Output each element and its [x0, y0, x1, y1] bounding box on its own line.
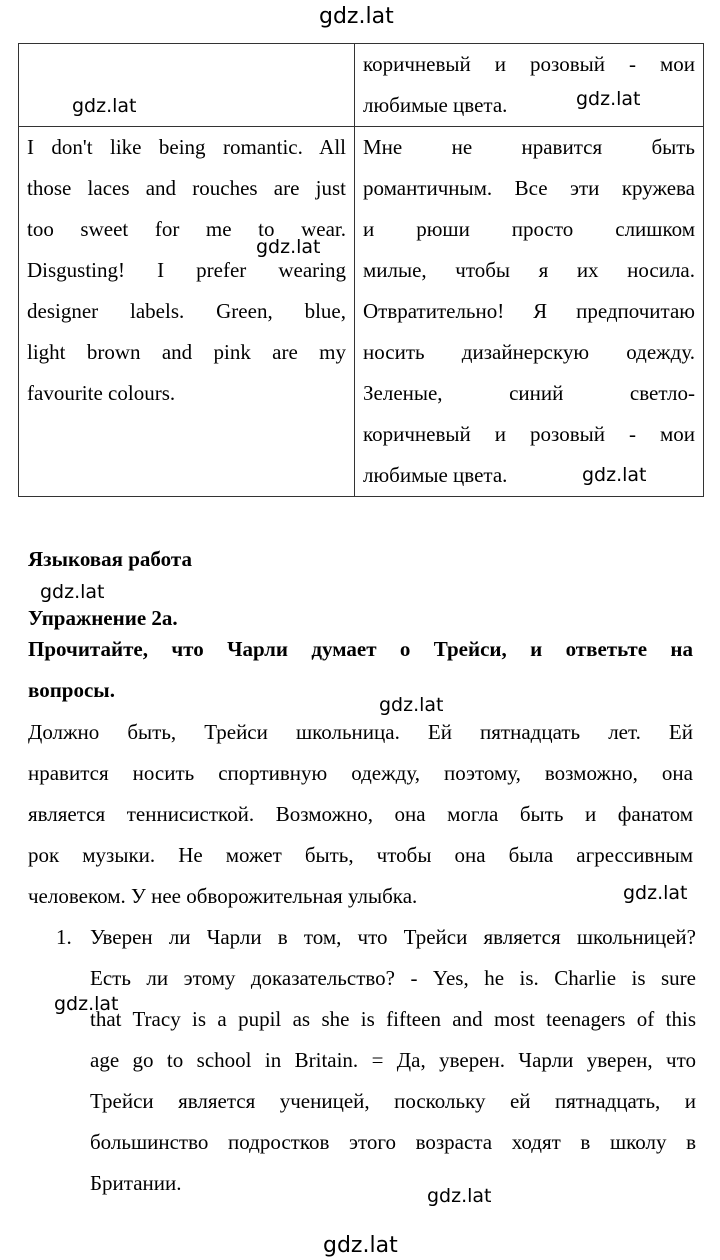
section-title: Языковая работа: [28, 547, 192, 571]
table-line: designer labels. Green, blue,: [27, 299, 346, 323]
paragraph-line: рок музыки. Не может быть, чтобы она была агрессивным: [28, 843, 693, 867]
paragraph-line: Должно быть, Трейси школьница. Ей пятнадцать лет. Ей: [28, 720, 693, 744]
exercise-title: Упражнение 2а.: [28, 606, 178, 630]
question-item: [56, 917, 696, 1204]
instruction-line: Прочитайте, что Чарли думает о Трейси, и ответьте на: [28, 637, 693, 661]
question-line: большинство подростков этого возраста ходят в школу в: [90, 1130, 696, 1154]
table-row: [19, 127, 704, 497]
question-text: [56, 917, 696, 1204]
table-line: любимые цвета.: [363, 93, 508, 117]
table-row: [19, 44, 704, 127]
watermark: gdz.lat: [623, 882, 688, 904]
watermark: gdz.lat: [54, 993, 119, 1015]
table-line: Disgusting! I prefer wearing: [27, 258, 346, 282]
watermark: gdz.lat: [319, 4, 394, 29]
table-line: Отвратительно! Я предпочитаю: [363, 299, 695, 323]
body-paragraph: [28, 712, 693, 917]
paragraph-line: нравится носить спортивную одежду, поэтому, возможно, она: [28, 761, 693, 785]
question-line: Британии.: [90, 1171, 182, 1195]
table-line: и рюши просто слишком: [363, 217, 695, 241]
table-line: Зеленые, синий светло-: [363, 381, 695, 405]
watermark: gdz.lat: [40, 581, 105, 603]
translation-table: [18, 43, 704, 497]
question-line: age go to school in Britain. = Да, уверен. Чарли уверен, что: [90, 1048, 696, 1072]
table-cell-russian: [355, 127, 704, 497]
instruction: [28, 629, 693, 711]
watermark: gdz.lat: [323, 1233, 398, 1258]
question-line: Есть ли этому доказательство? - Yes, he is. Charlie is sure: [90, 966, 696, 990]
watermark: gdz.lat: [72, 95, 137, 117]
question-line: Трейси является ученицей, поскольку ей пятнадцать, и: [90, 1089, 696, 1113]
paragraph-line: человеком. У нее обворожительная улыбка.: [28, 884, 418, 908]
table-line: милые, чтобы я их носила.: [363, 258, 695, 282]
table-cell-english: [19, 44, 355, 127]
question-line: Уверен ли Чарли в том, что Трейси является школьницей?: [90, 925, 696, 949]
watermark: gdz.lat: [379, 694, 444, 716]
instruction-line: вопросы.: [28, 678, 115, 702]
table-line: Мне не нравится быть: [363, 135, 695, 159]
table-cell-russian: [355, 44, 704, 127]
table-line: light brown and pink are my: [27, 340, 346, 364]
question-number: 1.: [56, 925, 72, 949]
table-line: любимые цвета.: [363, 463, 508, 487]
question-line: that Tracy is a pupil as she is fifteen and most teenagers of this: [90, 1007, 696, 1031]
watermark: gdz.lat: [576, 88, 641, 110]
table-line: носить дизайнерскую одежду.: [363, 340, 695, 364]
table-line: I don't like being romantic. All: [27, 135, 346, 159]
table-line: favourite colours.: [27, 381, 176, 405]
table-cell-english: [19, 127, 355, 497]
paragraph-line: является теннисисткой. Возможно, она могла быть и фанатом: [28, 802, 693, 826]
table-line: коричневый и розовый - мои: [363, 52, 695, 76]
table-line: коричневый и розовый - мои: [363, 422, 695, 446]
watermark: gdz.lat: [256, 236, 321, 258]
table-line: too sweet for me to wear.: [27, 217, 346, 241]
table-line: романтичным. Все эти кружева: [363, 176, 695, 200]
watermark: gdz.lat: [582, 464, 647, 486]
watermark: gdz.lat: [427, 1185, 492, 1207]
table-line: those laces and rouches are just: [27, 176, 346, 200]
